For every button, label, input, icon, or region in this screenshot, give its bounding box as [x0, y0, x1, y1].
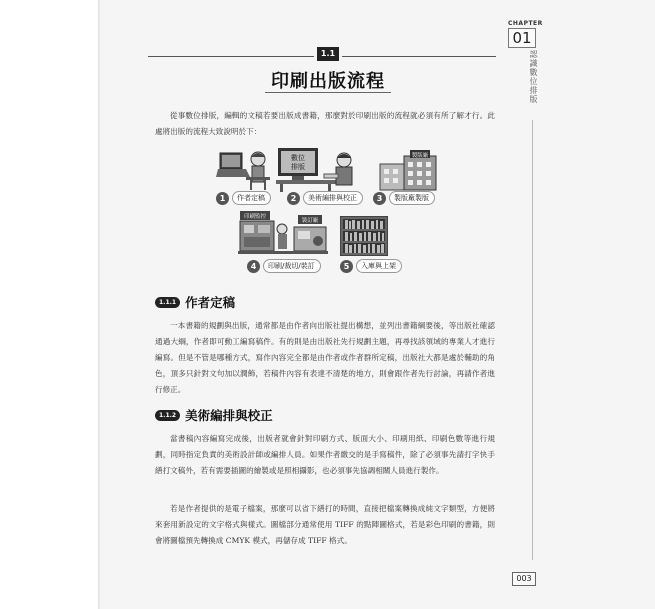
designer-illustration [276, 146, 360, 192]
step-number: 2 [287, 192, 300, 205]
subsection-badge: 1.1.2 [155, 410, 180, 421]
printing-illustration [238, 211, 330, 257]
step-label: 印刷/裁切/裝訂 [263, 259, 321, 273]
page-number: 003 [512, 572, 536, 586]
subsection-title: 作者定稿 [185, 295, 236, 310]
bind-sign: 裝訂廠 [301, 218, 319, 224]
step-number: 3 [373, 192, 386, 205]
chapter-label: CHAPTER [508, 20, 543, 27]
step-print-cut-bind [247, 258, 321, 274]
section-badge: 1.1 [317, 47, 339, 61]
step-label: 美術編排與校正 [303, 191, 363, 205]
monitor-sign-line1: 數位 [291, 154, 305, 162]
bookshelf-illustration [340, 216, 388, 256]
factory-sign: 製版廠 [411, 153, 429, 159]
layout-paragraph-2: 若是作者提供的是電子檔案，那麼可以省下繕打的時間，直接把檔案轉換成純文字類型，方便將來套用新設定的文字格式與樣式。圖檔部分通常使用 TIFF 的點陣圖格式，若是彩色印刷的書籍，則會將圖檔預先轉換成 CMYK 模式，再儲存成 TIFF 格式。 [155, 504, 495, 545]
chapter-number: 01 [508, 28, 536, 48]
author-illustration [216, 147, 272, 191]
step-number: 5 [340, 260, 353, 273]
step-label: 製版廠製版 [389, 191, 435, 205]
print-sign: 印刷監控 [243, 214, 267, 220]
subsection-heading-author [155, 293, 235, 311]
layout-paragraph-1: 當書稿內容編寫完成後，出版者就會針對印刷方式、版面大小、印刷用紙、印刷色數等進行規劃，同時指定負責的美術設計師或編排人員。如果作者繳交的是手寫稿件，除了必須事先請打字快手繕打文稿外，若有需要插圖的繪製或是照相攝影，也必須事先協調相關人員進行製作。 [155, 434, 495, 475]
subsection-title: 美術編排與校正 [185, 408, 273, 423]
section-rule-left [148, 56, 314, 57]
subsection-badge: 1.1.1 [155, 297, 180, 308]
step-label: 作者定稿 [232, 191, 271, 205]
step-number: 4 [247, 260, 260, 273]
author-paragraph: 一本書籍的規劃與出版，通常都是由作者向出版社提出構想，並列出書籍綱要後，等出版社確認通過大綱，作者即可動工編寫稿件。有的則是由出版社先行規劃主題，再尋找該領域的專業人才進行編寫。但是不管是哪種方式，寫作內容完全都是由作者或作者群所定稿，出版社大都是處於輔助的角色，頂多只針對文句加以潤飾，若稿件內容有表達不清楚的地方，則會跟作者先行討論，再請作者進行修正。 [155, 321, 495, 394]
monitor-sign-line2: 排版 [291, 163, 305, 171]
intro-paragraph: 從事數位排版，編輯的文稿若要出版成書籍，那麼對於印刷出版的流程就必須有所了解才行。此處將出版的流程大致說明於下： [155, 111, 495, 136]
subsection-heading-layout [155, 406, 273, 424]
step-plate-making [373, 190, 435, 206]
section-rule-right [342, 56, 496, 57]
step-label: 入庫與上架 [356, 259, 402, 273]
factory-illustration [378, 150, 438, 192]
side-rule [532, 120, 533, 560]
section-title: 印刷出版流程 [271, 71, 385, 92]
step-number: 1 [216, 192, 229, 205]
section-title-underline [265, 92, 391, 93]
step-author-finalize [216, 190, 271, 206]
step-warehouse-shelf [340, 258, 402, 274]
step-layout-proofing [287, 190, 363, 206]
chapter-side-title: 認識數位排版 [529, 50, 538, 104]
